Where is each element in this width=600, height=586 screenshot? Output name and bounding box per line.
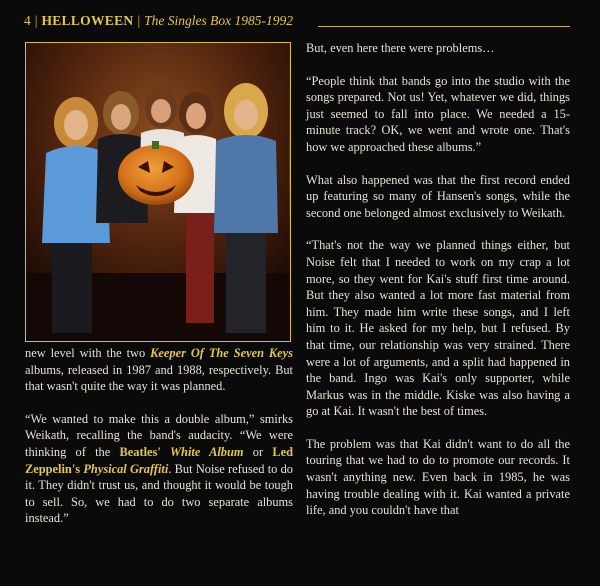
text-run: albums, released in 1987 and 1988, respectively. But that wasn't quite the way it was planned. — [25, 362, 293, 394]
left-paragraph-2 — [25, 411, 293, 527]
left-paragraph-1 — [25, 345, 293, 395]
right-paragraph-4: “That's not the way we planned things either, but Noise felt that I needed to work on my crap a lot more, so they went for Kai's stuff first time around. But they also wanted a lot more fast material from him. They made him write these songs, and I left him to it. He asked for my help, but I refused. By that time, our relationship was very strained. There were a lot of arguments, and a split had happened in the band. Ingo was Kai's only supporter, while Markus was in the middle. Kiske was also having a go at Kai. It wasn't the best of times. — [306, 238, 570, 419]
album-title: Keeper Of The Seven Keys — [150, 346, 293, 360]
text-run: or — [243, 444, 273, 459]
text-run: “We wanted to make this a double album,” smirks Weikath, recalling the band's audacity. “We were thinking of the — [25, 411, 293, 459]
right-paragraph-2: “People think that bands go into the studio with the songs prepared. Not us! Yet, whatever we did, things just seemed to fall into place. We needed a 15-minute track? OK, we went and wrote one. That's how we approached these albums.” — [306, 73, 570, 154]
header-separator: | — [137, 13, 141, 28]
band-reference: Beatles' — [119, 444, 161, 459]
text-run — [161, 445, 170, 459]
right-column — [306, 40, 570, 535]
album-title: White Album — [170, 444, 244, 459]
right-paragraph-5: The problem was that Kai didn't want to do all the touring that we had to do to promote our records. It wasn't anything new. Even back in 1985, he was having trouble dealing with it. Kai wanted a private life, and you couldn't have that — [306, 436, 570, 518]
header-separator: | — [34, 13, 38, 28]
album-title: Physical Graffiti — [83, 461, 169, 476]
band-photo — [25, 42, 291, 342]
band-reference: Led Zeppelin's — [25, 444, 293, 476]
header-rule — [318, 26, 570, 27]
page-number: 4 — [24, 13, 31, 28]
right-paragraph-3: What also happened was that the first record ended up featuring so many of Hansen's songs, while the second one belonged almost exclusively to Weikath. — [306, 172, 570, 220]
right-paragraph-1: But, even here there were problems… — [306, 41, 495, 55]
header-subtitle: The Singles Box 1985-1992 — [144, 13, 293, 28]
page-header — [24, 13, 584, 33]
band-name: HELLOWEEN — [41, 13, 134, 28]
band-photo-illustration — [26, 43, 289, 340]
left-column — [25, 345, 293, 543]
text-run: . But Noise refused to do it. They didn't trust us, and thought it would be tough to sell. So, we had to do two separate albums instead.” — [25, 461, 294, 526]
text-run: new level with the two — [25, 346, 151, 360]
